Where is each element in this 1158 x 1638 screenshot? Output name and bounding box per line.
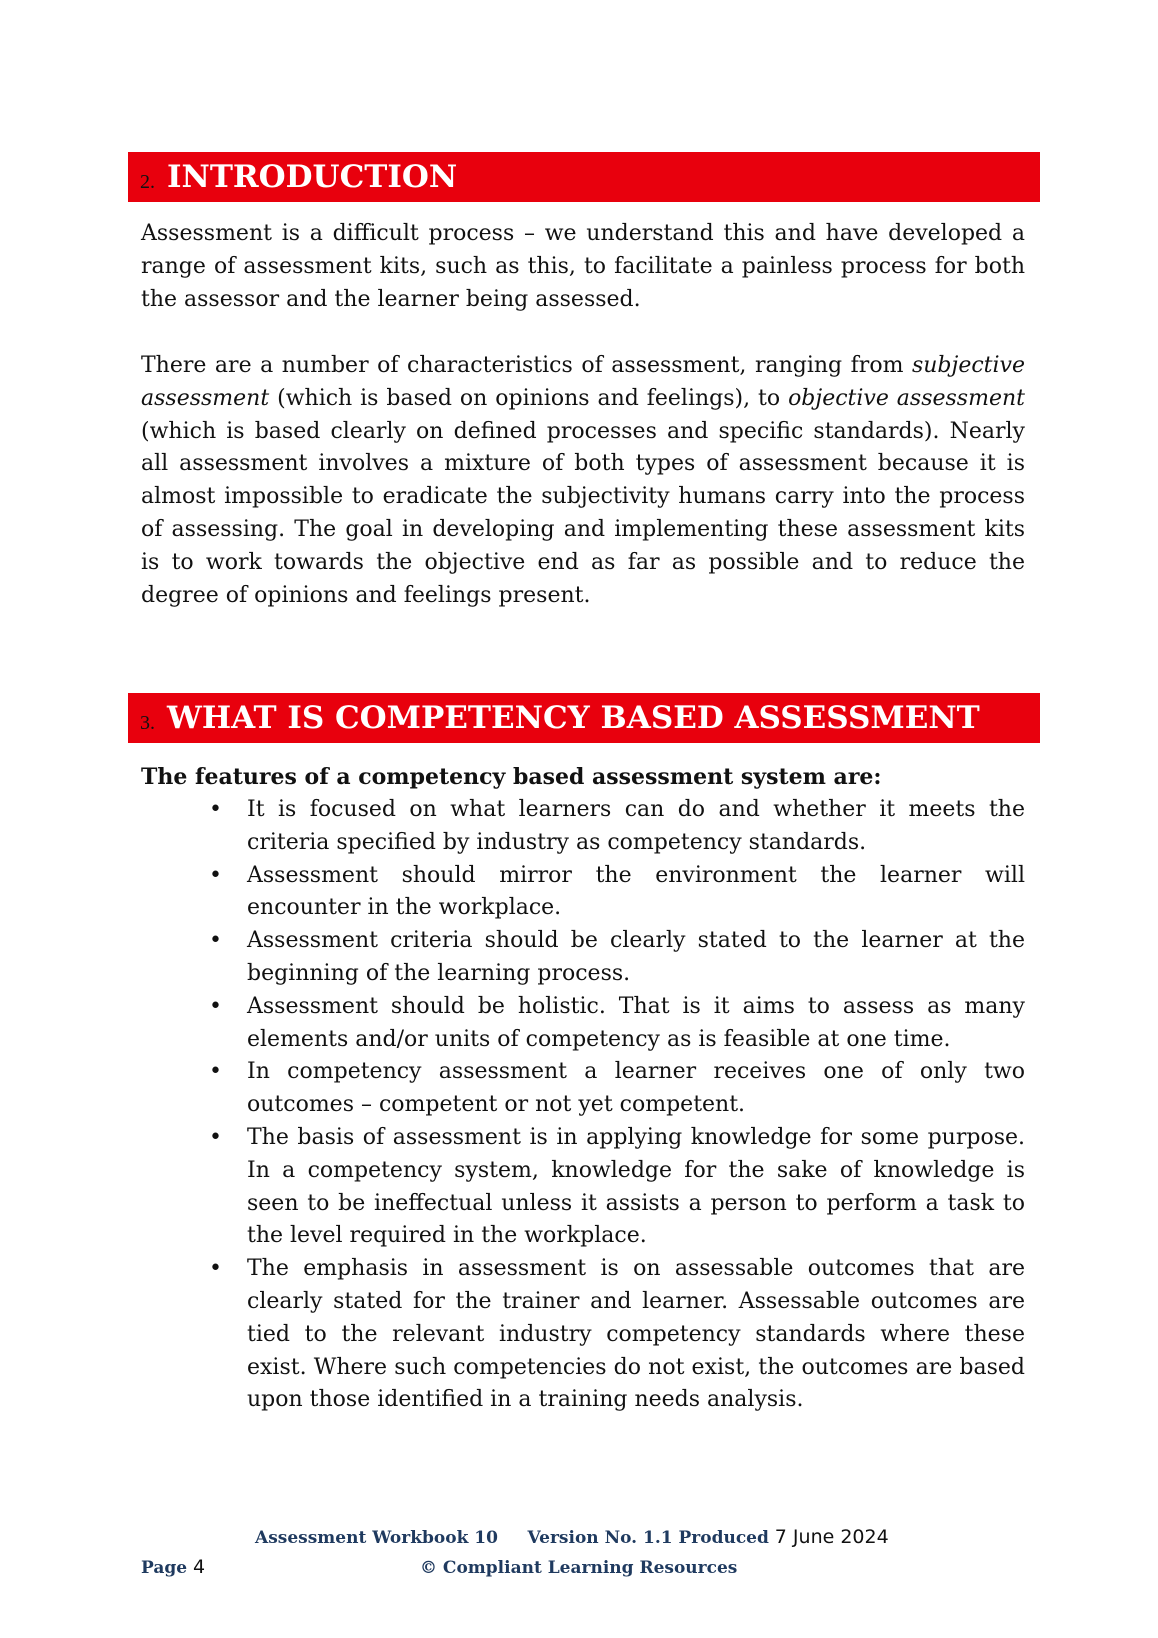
footer-page-label: Page: [141, 1558, 188, 1578]
list-item-text: It is focused on what learners can do and whether it meets the criteria specified by industry as competency standards.: [247, 797, 1025, 855]
section-3-number: 3.: [140, 711, 155, 734]
footer-page-number: 4: [192, 1556, 206, 1578]
intro-paragraph-1: Assessment is a difficult process – we understand this and have developed a range of assessment kits, such as this, to facilitate a painless process for both the assessor and the learner being assessed.: [141, 221, 1025, 312]
list-item-text: The basis of assessment is in applying knowledge for some purpose. In a competency system, knowledge for the sake of knowledge is seen to be ineffectual unless it assists a person to perform a task to the level required in the workplace.: [247, 1124, 1025, 1249]
footer-workbook-line: [255, 1526, 889, 1548]
list-item-text: In competency assessment a learner receives one of only two outcomes – competent or not yet competent.: [247, 1059, 1025, 1118]
list-item: [141, 991, 1025, 1057]
bullet-icon: •: [209, 1124, 222, 1150]
bullet-icon: •: [209, 797, 222, 822]
section-3-heading: [128, 693, 1040, 743]
footer-copyright: © Compliant Learning Resources: [420, 1558, 738, 1578]
list-item-text: Assessment should mirror the environment the learner will encounter in the workplace.: [247, 862, 1025, 921]
intro-paragraph-2-part-1: There are a number of characteristics of assessment, ranging from: [141, 353, 912, 378]
footer-workbook-title: Assessment Workbook 10: [255, 1528, 498, 1548]
intro-paragraph-2-part-3: (which is based clearly on defined processes and specific standards). Nearly all assessment involves a mixture of both types of assessment because it is almost impossible to eradicate the subjectivity humans carry into the process of assessing. The goal in developing and implementing these assessment kits is to work towards the objective end as far as possible and to reduce the degree of opinions and feelings present.: [141, 418, 1025, 608]
footer-page: [141, 1556, 205, 1578]
section-2-heading: [128, 152, 1040, 202]
bullet-icon: •: [209, 1256, 222, 1282]
list-item: [141, 1122, 1025, 1253]
list-item-text: Assessment should be holistic. That is it aims to assess as many elements and/or units of competency as is feasible at one time.: [247, 993, 1025, 1052]
footer-date: 7 June 2024: [774, 1526, 889, 1548]
features-label: The features of a competency based assessment system are:: [141, 764, 882, 790]
list-item-text: The emphasis in assessment is on assessable outcomes that are clearly stated for the trainer and learner. Assessable outcomes are tied to the relevant industry competency standards where these exist. Where such competencies do not exist, the outcomes are based upon those identified in a training needs analysis.: [247, 1256, 1025, 1413]
section-2-title: INTRODUCTION: [167, 159, 458, 195]
features-list: [141, 794, 1025, 1417]
intro-paragraph-2-part-2: (which is based on opinions and feelings), to: [269, 385, 789, 411]
subjective-assessment-term: subjective assessment: [141, 353, 1025, 411]
bullet-icon: •: [209, 1059, 222, 1085]
list-item: [141, 925, 1025, 991]
section-3-title: WHAT IS COMPETENCY BASED ASSESSMENT: [167, 700, 980, 736]
bullet-icon: •: [209, 993, 222, 1019]
list-item-text: Assessment criteria should be clearly stated to the learner at the beginning of the learning process.: [247, 928, 1025, 986]
footer-version: Version No. 1.1 Produced: [527, 1528, 769, 1548]
list-item: [141, 860, 1025, 926]
bullet-icon: •: [209, 928, 222, 954]
list-item: [141, 794, 1025, 860]
intro-paragraph-2: [141, 350, 1025, 612]
list-item: [141, 1056, 1025, 1122]
bullet-icon: •: [209, 862, 222, 888]
objective-assessment-term: objective assessment: [788, 385, 1025, 411]
list-item: [141, 1253, 1025, 1417]
section-2-number: 2.: [140, 170, 155, 193]
